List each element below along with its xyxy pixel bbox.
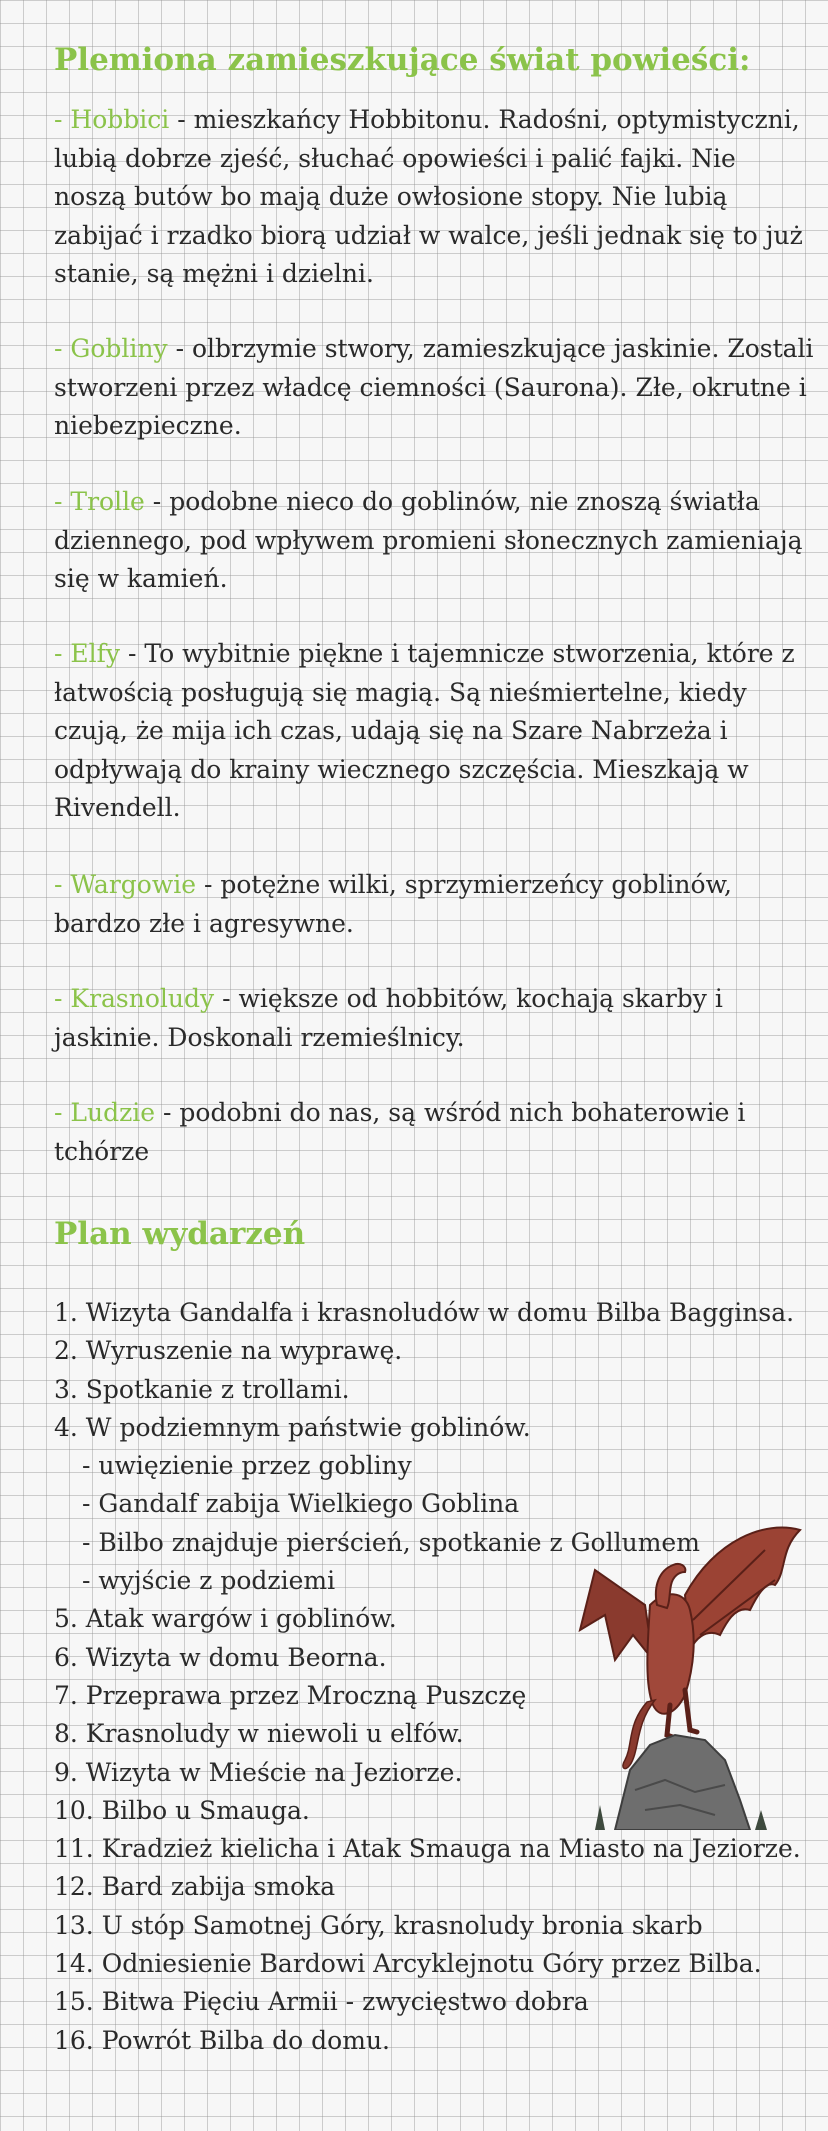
plan-subitem: - uwięzienie przez gobliny: [82, 1451, 412, 1481]
plan-item: 8. Krasnoludy w niewoli u elfów.: [54, 1719, 464, 1749]
tribe-description: - podobne nieco do goblinów, nie znoszą światła dziennego, pod wpływem promieni słonecznych zamieniają się w kamień.: [54, 487, 803, 593]
tribe-ludzie: [54, 1094, 814, 1171]
plan-item: 15. Bitwa Pięciu Armii - zwycięstwo dobra: [54, 1987, 589, 2017]
section-title-tribes: Plemiona zamieszkujące świat powieści:: [54, 42, 751, 78]
tribe-elfy: [54, 635, 814, 828]
tribe-name: - Ludzie: [54, 1098, 156, 1127]
plan-subitem: - Gandalf zabija Wielkiego Goblina: [82, 1489, 520, 1519]
plan-subitem: - wyjście z podziemi: [82, 1566, 336, 1596]
dragon-wing-left: [580, 1570, 653, 1660]
tribe-name: - Hobbici: [54, 105, 170, 134]
plan-item: 4. W podziemnym państwie goblinów.: [54, 1412, 531, 1442]
tribe-wargowie: [54, 866, 814, 943]
dragon-illustration: [575, 1510, 805, 1830]
tribe-name: - Gobliny: [54, 334, 168, 363]
tribe-name: - Krasnoludy: [54, 984, 215, 1013]
plan-item: 11. Kradzież kielicha i Atak Smauga na Miasto na Jeziorze.: [54, 1834, 801, 1864]
plan-item: 1. Wizyta Gandalfa i krasnoludów w domu Bilba Bagginsa.: [54, 1298, 795, 1327]
plan-item: 16. Powrót Bilba do domu.: [54, 2025, 390, 2055]
plan-item: 7. Przeprawa przez Mroczną Puszczę: [54, 1680, 527, 1710]
plan-subitem: - Bilbo znajduje pierścień, spotkanie z Gollumem: [82, 1527, 700, 1557]
plan-item: 9. Wizyta w Mieście na Jeziorze.: [54, 1757, 463, 1787]
dragon-wing-right: [685, 1528, 800, 1650]
plan-item: 6. Wizyta w domu Beorna.: [54, 1642, 387, 1672]
tribe-description: - olbrzymie stwory, zamieszkujące jaskinie. Zostali stworzeni przez władcę ciemności (Saurona). Złe, okrutne i niebezpieczne.: [54, 334, 814, 440]
plan-item: 10. Bilbo u Smauga.: [54, 1795, 310, 1825]
tribe-description: - podobni do nas, są wśród nich bohaterowie i tchórze: [54, 1098, 746, 1166]
plan-item: 3. Spotkanie z trollami.: [54, 1374, 350, 1404]
tribe-description: - większe od hobbitów, kochają skarby i jaskinie. Doskonali rzemieślnicy.: [54, 984, 723, 1052]
tribe-description: - potężne wilki, sprzymierzeńcy goblinów, bardzo złe i agresywne.: [54, 870, 732, 938]
tribe-description: - To wybitnie piękne i tajemnicze stworzenia, które z łatwością posługują się magią. Są nieśmiertelne, kiedy czują, że mija ich czas, udają się na Szare Nabrzeża i odpływają do krainy wiecznego szczęścia. Mieszkają w Rivendell.: [54, 639, 795, 822]
tribe-trolle: [54, 483, 814, 599]
plan-item: 5. Atak wargów i goblinów.: [54, 1604, 397, 1634]
tribe-gobliny: [54, 330, 814, 446]
plan-item: 13. U stóp Samotnej Góry, krasnoludy bronia skarb: [54, 1910, 703, 1940]
plan-item: 14. Odniesienie Bardowi Arcyklejnotu Góry przez Bilba.: [54, 1949, 762, 1979]
plan-item: 2. Wyruszenie na wyprawę.: [54, 1336, 403, 1366]
tribe-name: - Elfy: [54, 639, 121, 668]
tribe-name: - Trolle: [54, 487, 145, 516]
section-title-plan: Plan wydarzeń: [54, 1216, 306, 1252]
tribe-description: - mieszkańcy Hobbitonu. Radośni, optymistyczni, lubią dobrze zjeść, słuchać opowieści i palić fajki. Nie noszą butów bo mają duże owłosione stopy. Nie lubią zabijać i rzadko biorą udział w walce, jeśli jednak się to już stanie, są mężni i dzielni.: [54, 105, 803, 288]
tribe-name: - Wargowie: [54, 870, 197, 899]
tribe-krasnoludy: [54, 980, 814, 1057]
plan-item: 12. Bard zabija smoka: [54, 1872, 336, 1902]
tribe-hobbici: [54, 101, 814, 294]
